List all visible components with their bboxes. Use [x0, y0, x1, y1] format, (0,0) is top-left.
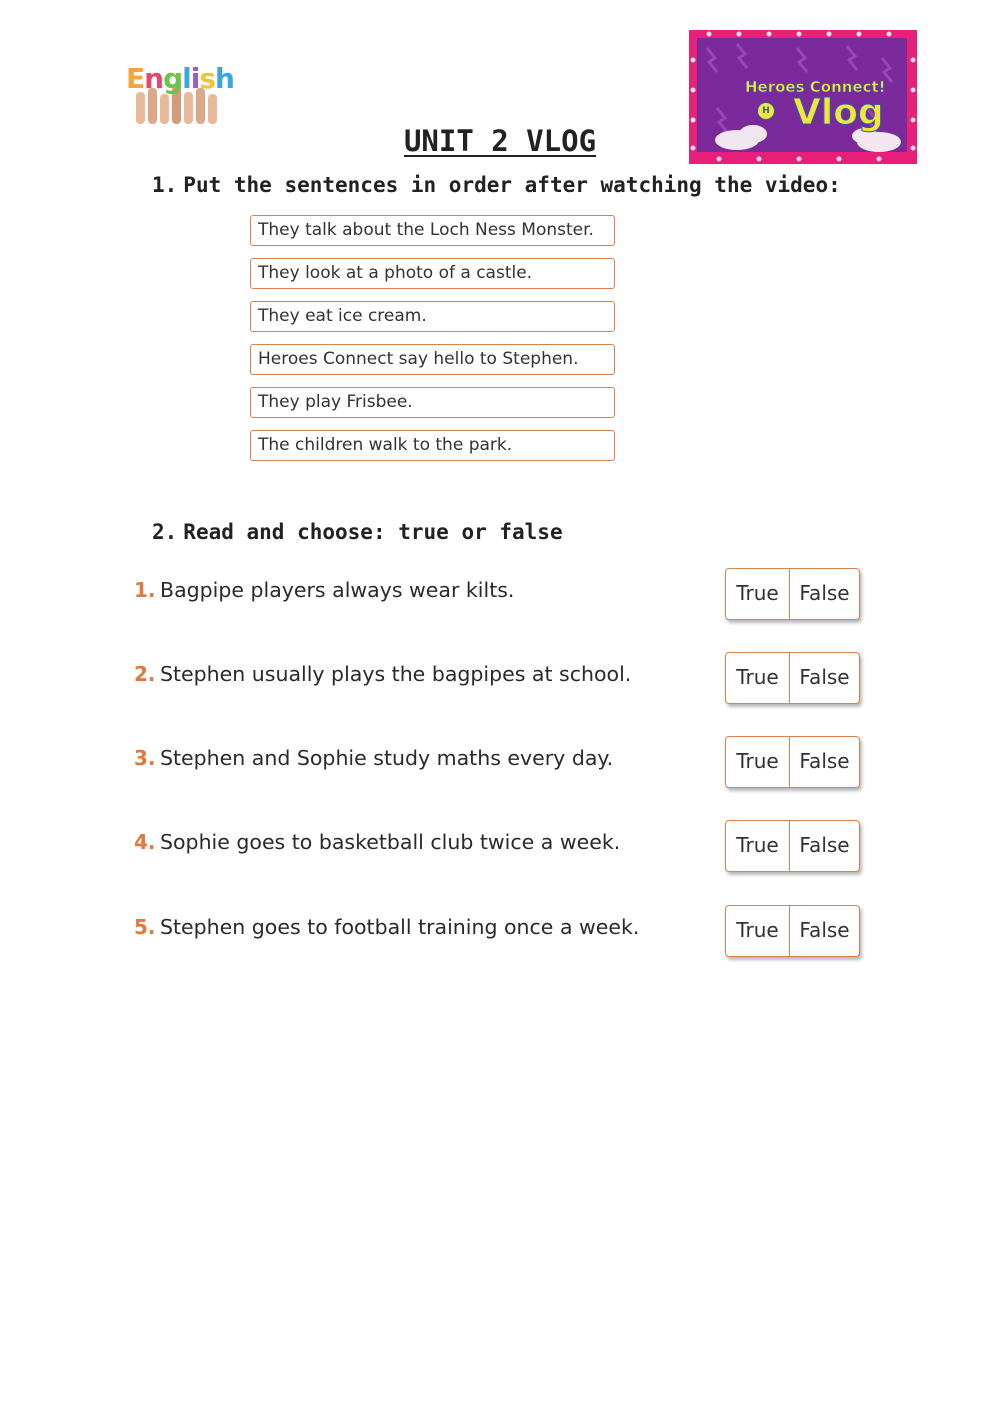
order-sentence-box[interactable]: Heroes Connect say hello to Stephen. — [250, 344, 615, 375]
question-number: 5. — [134, 915, 156, 939]
question-number: 4. — [134, 830, 156, 854]
true-button[interactable]: True — [726, 906, 790, 956]
true-false-question — [134, 905, 864, 957]
logo-letter: i — [190, 62, 200, 95]
question-text: Stephen goes to football training once a week. — [160, 915, 640, 939]
question-text: Sophie goes to basketball club twice a week. — [160, 830, 621, 854]
logo-letter: l — [182, 62, 191, 95]
order-sentence-box[interactable]: They look at a photo of a castle. — [250, 258, 615, 289]
true-false-question — [134, 652, 864, 704]
true-false-choices — [725, 905, 860, 957]
false-button[interactable]: False — [799, 833, 850, 857]
section2-heading-text: Read and choose: true or false — [183, 520, 563, 544]
order-sentence-box[interactable]: They eat ice cream. — [250, 301, 615, 332]
english-logo-letters — [126, 62, 234, 95]
logo-letter: h — [215, 62, 234, 95]
true-false-question — [134, 820, 864, 872]
order-sentence-box[interactable]: They play Frisbee. — [250, 387, 615, 418]
false-button[interactable]: False — [799, 665, 850, 689]
logo-letter: n — [144, 62, 164, 95]
banner-badge: H — [757, 102, 775, 120]
logo-letter: g — [163, 62, 183, 95]
section2-heading — [152, 520, 563, 544]
question-text: Bagpipe players always wear kilts. — [160, 578, 515, 602]
true-false-choices — [725, 652, 860, 704]
logo-letter: E — [126, 62, 145, 95]
true-false-question — [134, 568, 864, 620]
true-false-choices — [725, 568, 860, 620]
true-button[interactable]: True — [726, 737, 790, 787]
question-number: 3. — [134, 746, 156, 770]
section1-heading — [152, 173, 841, 197]
true-button[interactable]: True — [726, 569, 790, 619]
order-sentence-box[interactable]: They talk about the Loch Ness Monster. — [250, 215, 615, 246]
true-button[interactable]: True — [726, 821, 790, 871]
false-button[interactable]: False — [799, 749, 850, 773]
banner-heroes-text: Heroes Connect! — [745, 78, 886, 96]
false-button[interactable]: False — [799, 581, 850, 605]
true-button[interactable]: True — [726, 653, 790, 703]
true-false-question — [134, 736, 864, 788]
false-button[interactable]: False — [799, 918, 850, 942]
logo-letter: s — [199, 62, 216, 95]
true-false-choices — [725, 820, 860, 872]
section1-heading-text: Put the sentences in order after watching the video: — [183, 173, 841, 197]
section2-number: 2. — [152, 520, 178, 544]
english-logo — [126, 58, 234, 124]
question-number: 1. — [134, 578, 156, 602]
page-title — [0, 124, 1000, 158]
section1-number: 1. — [152, 173, 178, 197]
question-number: 2. — [134, 662, 156, 686]
true-false-choices — [725, 736, 860, 788]
page-title-text: UNIT 2 VLOG — [403, 124, 597, 158]
order-sentence-box[interactable]: The children walk to the park. — [250, 430, 615, 461]
question-text: Stephen and Sophie study maths every day. — [160, 746, 614, 770]
question-text: Stephen usually plays the bagpipes at school. — [160, 662, 632, 686]
banner-vlog-text: Vlog — [793, 92, 884, 133]
